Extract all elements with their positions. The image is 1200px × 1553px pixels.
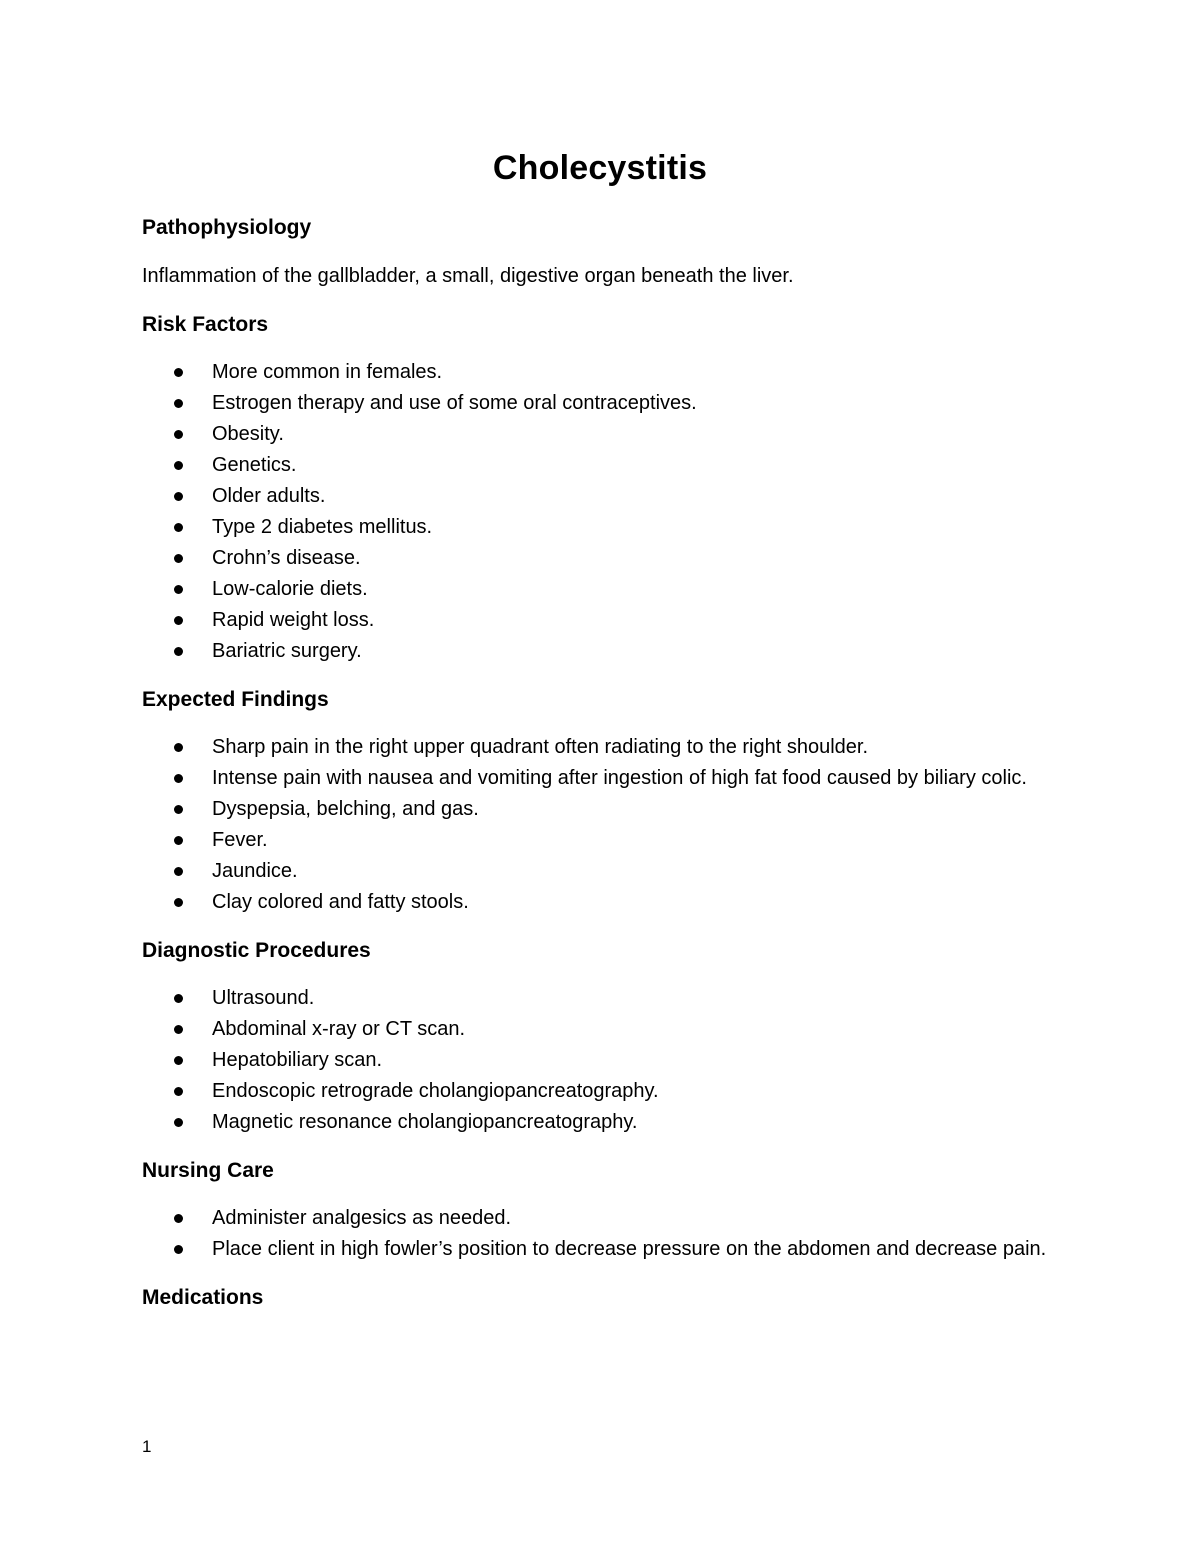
expected-findings-list [142,732,1072,918]
bullet-icon [174,1056,183,1065]
list-item [142,1045,1072,1076]
diagnostic-procedures-list [142,983,1072,1138]
page-number: 1 [142,1437,152,1456]
bullet-icon [174,867,183,876]
bullet-icon [174,616,183,625]
bullet-icon [174,1025,183,1034]
list-item [142,605,1072,636]
list-item-text: Jaundice. [212,860,298,882]
list-item [142,763,1072,794]
list-item [142,481,1072,512]
bullet-icon [174,743,183,752]
document-body [142,212,1072,1313]
list-item-text: Rapid weight loss. [212,609,375,631]
list-item-text: Genetics. [212,454,297,476]
list-item-text: Crohn’s disease. [212,547,361,569]
list-item [142,512,1072,543]
list-item-text: Administer analgesics as needed. [212,1207,512,1229]
bullet-icon [174,554,183,563]
list-item [142,794,1072,825]
list-item [142,1076,1072,1107]
list-item [142,825,1072,856]
bullet-icon [174,774,183,783]
list-item-text: Low-calorie diets. [212,578,368,600]
bullet-icon [174,492,183,501]
list-item-text: Older adults. [212,485,326,507]
document-title: Cholecystitis [492,149,708,187]
heading-pathophysiology: Pathophysiology [142,216,312,239]
list-item [142,636,1072,667]
bullet-icon [174,647,183,656]
list-item-text: More common in females. [212,361,443,383]
list-item [142,450,1072,481]
list-item-text: Hepatobiliary scan. [212,1049,383,1071]
bullet-icon [174,836,183,845]
list-item-text: Clay colored and fatty stools. [212,891,469,913]
bullet-icon [174,368,183,377]
risk-factors-list [142,357,1072,667]
list-item [142,543,1072,574]
list-item-text: Type 2 diabetes mellitus. [212,516,433,538]
bullet-icon [174,1214,183,1223]
bullet-icon [174,1118,183,1127]
bullet-icon [174,523,183,532]
list-item [142,732,1072,763]
list-item-text: Intense pain with nausea and vomiting after ingestion of high fat food caused by biliary colic. [212,767,1027,789]
list-item-text: Place client in high fowler’s position to decrease pressure on the abdomen and decrease pain. [212,1238,1047,1260]
list-item-text: Abdominal x-ray or CT scan. [212,1018,466,1040]
bullet-icon [174,1087,183,1096]
list-item-text: Fever. [212,829,268,851]
bullet-icon [174,1245,183,1254]
list-item [142,357,1072,388]
bullet-icon [174,461,183,470]
bullet-icon [174,994,183,1003]
list-item [142,1234,1072,1265]
bullet-icon [174,585,183,594]
heading-diagnostic-procedures: Diagnostic Procedures [142,939,371,962]
list-item-text: Dyspepsia, belching, and gas. [212,798,479,820]
nursing-care-list [142,1203,1072,1265]
list-item [142,419,1072,450]
bullet-icon [174,898,183,907]
list-item [142,983,1072,1014]
list-item [142,887,1072,918]
list-item [142,574,1072,605]
list-item-text: Sharp pain in the right upper quadrant often radiating to the right shoulder. [212,736,869,758]
bullet-icon [174,399,183,408]
bullet-icon [174,430,183,439]
heading-risk-factors: Risk Factors [142,313,269,336]
pathophysiology-text: Inflammation of the gallbladder, a small, digestive organ beneath the liver. [142,265,794,287]
heading-medications: Medications [142,1286,264,1309]
list-item [142,1203,1072,1234]
heading-expected-findings: Expected Findings [142,688,329,711]
list-item-text: Estrogen therapy and use of some oral contraceptives. [212,392,697,414]
list-item [142,1014,1072,1045]
list-item [142,1107,1072,1138]
list-item [142,388,1072,419]
bullet-icon [174,805,183,814]
list-item-text: Ultrasound. [212,987,315,1009]
list-item-text: Bariatric surgery. [212,640,362,662]
list-item-text: Magnetic resonance cholangiopancreatography. [212,1111,638,1133]
heading-nursing-care: Nursing Care [142,1159,274,1182]
list-item-text: Obesity. [212,423,284,445]
list-item-text: Endoscopic retrograde cholangiopancreatography. [212,1080,659,1102]
list-item [142,856,1072,887]
